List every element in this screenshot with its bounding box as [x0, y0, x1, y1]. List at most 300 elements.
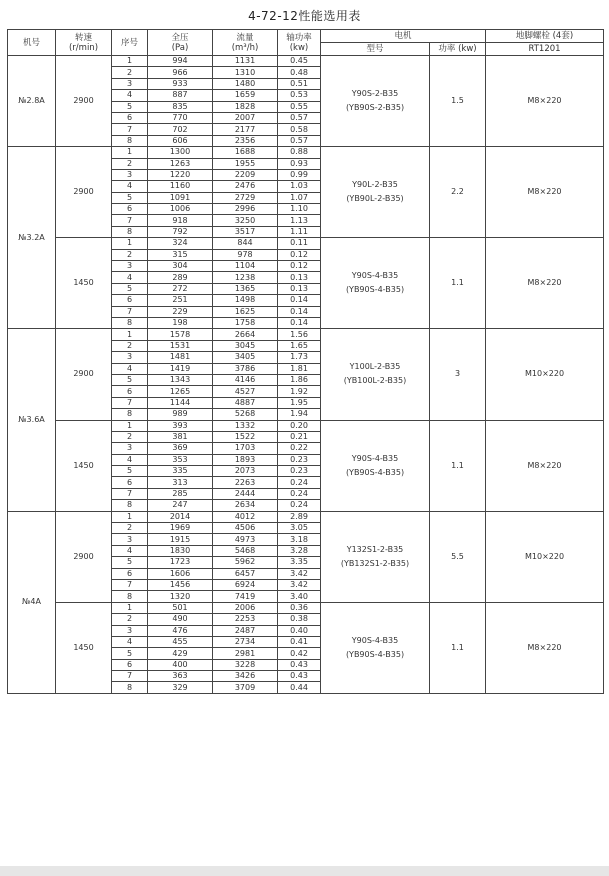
- seq-cell: 6: [112, 295, 148, 306]
- flow-cell: 2664: [213, 329, 278, 340]
- seq-cell: 7: [112, 124, 148, 135]
- pressure-cell: 490: [148, 614, 213, 625]
- pressure-cell: 324: [148, 238, 213, 249]
- flow-cell: 2007: [213, 112, 278, 123]
- pressure-cell: 1456: [148, 579, 213, 590]
- seq-cell: 2: [112, 67, 148, 78]
- flow-cell: 6457: [213, 568, 278, 579]
- speed-cell: 1450: [56, 420, 112, 511]
- flow-cell: 2734: [213, 636, 278, 647]
- table-row: [8, 147, 604, 158]
- pressure-cell: 1263: [148, 158, 213, 169]
- seq-cell: 6: [112, 568, 148, 579]
- shaft-power-cell: 0.51: [278, 78, 321, 89]
- motor-type-alt-label: (YB90L-2-B35): [346, 194, 404, 204]
- seq-cell: 5: [112, 283, 148, 294]
- flow-cell: 3045: [213, 340, 278, 351]
- header-shaft-power: [278, 30, 321, 56]
- header-shaft-power-unit: (kw): [289, 42, 309, 53]
- flow-cell: 2253: [213, 614, 278, 625]
- seq-cell: 7: [112, 671, 148, 682]
- seq-cell: 3: [112, 261, 148, 272]
- seq-cell: 3: [112, 352, 148, 363]
- seq-cell: 2: [112, 523, 148, 534]
- motor-type-label: Y90S-2-B35: [351, 89, 399, 99]
- shaft-power-cell: 2.89: [278, 511, 321, 522]
- shaft-power-cell: 3.05: [278, 523, 321, 534]
- flow-cell: 7419: [213, 591, 278, 602]
- pressure-cell: 304: [148, 261, 213, 272]
- header-bolts: 地脚螺栓 (4套): [486, 30, 604, 43]
- shaft-power-cell: 0.24: [278, 477, 321, 488]
- seq-cell: 1: [112, 56, 148, 67]
- shaft-power-cell: 1.94: [278, 409, 321, 420]
- motor-type-label: Y90S-4-B35: [351, 635, 399, 645]
- flow-cell: 1365: [213, 283, 278, 294]
- speed-cell: 2900: [56, 147, 112, 238]
- flow-cell: 6924: [213, 579, 278, 590]
- pressure-cell: 335: [148, 466, 213, 477]
- seq-cell: 7: [112, 397, 148, 408]
- footer-bar: [0, 866, 609, 876]
- seq-cell: 4: [112, 454, 148, 465]
- shaft-power-cell: 0.99: [278, 169, 321, 180]
- shaft-power-cell: 0.43: [278, 671, 321, 682]
- shaft-power-cell: 3.42: [278, 579, 321, 590]
- bolts-cell: M10×220: [486, 329, 604, 420]
- seq-cell: 2: [112, 340, 148, 351]
- shaft-power-cell: 1.73: [278, 352, 321, 363]
- flow-cell: 2073: [213, 466, 278, 477]
- shaft-power-cell: 0.14: [278, 317, 321, 328]
- flow-cell: 3228: [213, 659, 278, 670]
- motor-type-cell: [321, 238, 430, 329]
- pressure-cell: 835: [148, 101, 213, 112]
- motor-type-alt-label: (YB90S-4-B35): [345, 285, 405, 295]
- header-motor: 电机: [321, 30, 486, 43]
- shaft-power-cell: 1.10: [278, 204, 321, 215]
- motor-power-cell: 1.5: [430, 56, 486, 147]
- seq-cell: 3: [112, 78, 148, 89]
- header-pressure-unit: (Pa): [171, 42, 189, 53]
- table-row: [8, 511, 604, 522]
- header-speed: [56, 30, 112, 56]
- seq-cell: 5: [112, 466, 148, 477]
- seq-cell: 7: [112, 579, 148, 590]
- shaft-power-cell: 1.11: [278, 226, 321, 237]
- pressure-cell: 966: [148, 67, 213, 78]
- header-bolts-code: RT1201: [486, 43, 604, 56]
- pressure-cell: 1160: [148, 181, 213, 192]
- seq-cell: 4: [112, 90, 148, 101]
- shaft-power-cell: 0.23: [278, 466, 321, 477]
- pressure-cell: 251: [148, 295, 213, 306]
- pressure-cell: 1723: [148, 557, 213, 568]
- header-motor-type: 型号: [321, 43, 430, 56]
- shaft-power-cell: 0.55: [278, 101, 321, 112]
- seq-cell: 5: [112, 557, 148, 568]
- seq-cell: 3: [112, 534, 148, 545]
- pressure-cell: 2014: [148, 511, 213, 522]
- seq-cell: 5: [112, 101, 148, 112]
- flow-cell: 1955: [213, 158, 278, 169]
- pressure-cell: 1419: [148, 363, 213, 374]
- flow-cell: 5268: [213, 409, 278, 420]
- flow-cell: 1893: [213, 454, 278, 465]
- motor-type-label: Y90S-4-B35: [351, 453, 399, 463]
- model-cell: №3.2A: [8, 147, 56, 329]
- pressure-cell: 329: [148, 682, 213, 693]
- pressure-cell: 606: [148, 135, 213, 146]
- flow-cell: 844: [213, 238, 278, 249]
- seq-cell: 3: [112, 443, 148, 454]
- motor-type-cell: [321, 147, 430, 238]
- shaft-power-cell: 0.57: [278, 135, 321, 146]
- motor-type-cell: [321, 329, 430, 420]
- flow-cell: 2476: [213, 181, 278, 192]
- seq-cell: 1: [112, 420, 148, 431]
- flow-cell: 2487: [213, 625, 278, 636]
- pressure-cell: 272: [148, 283, 213, 294]
- motor-type-alt-label: (YB100L-2-B35): [343, 376, 407, 386]
- header-shaft-power-label: 轴功率: [286, 32, 312, 43]
- header-pressure: [148, 30, 213, 56]
- flow-cell: 2444: [213, 488, 278, 499]
- pressure-cell: 1220: [148, 169, 213, 180]
- seq-cell: 3: [112, 625, 148, 636]
- pressure-cell: 229: [148, 306, 213, 317]
- flow-cell: 1758: [213, 317, 278, 328]
- shaft-power-cell: 0.93: [278, 158, 321, 169]
- flow-cell: 4012: [213, 511, 278, 522]
- shaft-power-cell: 0.57: [278, 112, 321, 123]
- flow-cell: 1703: [213, 443, 278, 454]
- motor-power-cell: 1.1: [430, 238, 486, 329]
- seq-cell: 4: [112, 181, 148, 192]
- header-motor-power: 功率 (kw): [430, 43, 486, 56]
- seq-cell: 7: [112, 215, 148, 226]
- bolts-cell: M8×220: [486, 420, 604, 511]
- shaft-power-cell: 0.88: [278, 147, 321, 158]
- shaft-power-cell: 1.07: [278, 192, 321, 203]
- bolts-cell: M8×220: [486, 56, 604, 147]
- flow-cell: 3250: [213, 215, 278, 226]
- header-speed-label: 转速: [74, 32, 92, 43]
- table-body: [8, 56, 604, 694]
- flow-cell: 1310: [213, 67, 278, 78]
- seq-cell: 6: [112, 659, 148, 670]
- flow-cell: 2006: [213, 602, 278, 613]
- shaft-power-cell: 3.42: [278, 568, 321, 579]
- motor-type-alt-label: (YB132S1-2-B35): [340, 558, 410, 568]
- pressure-cell: 1481: [148, 352, 213, 363]
- bolts-cell: M8×220: [486, 147, 604, 238]
- pressure-cell: 1343: [148, 374, 213, 385]
- header-flow: [213, 30, 278, 56]
- motor-type-cell: [321, 602, 430, 693]
- pressure-cell: 353: [148, 454, 213, 465]
- speed-cell: 2900: [56, 56, 112, 147]
- pressure-cell: 393: [148, 420, 213, 431]
- shaft-power-cell: 0.22: [278, 443, 321, 454]
- seq-cell: 8: [112, 409, 148, 420]
- page-title: 4-72-12性能选用表: [248, 9, 361, 23]
- pressure-cell: 933: [148, 78, 213, 89]
- seq-cell: 2: [112, 249, 148, 260]
- seq-cell: 8: [112, 500, 148, 511]
- shaft-power-cell: 0.36: [278, 602, 321, 613]
- shaft-power-cell: 0.24: [278, 500, 321, 511]
- table-row: [8, 329, 604, 340]
- flow-cell: 1480: [213, 78, 278, 89]
- seq-cell: 6: [112, 112, 148, 123]
- seq-cell: 2: [112, 431, 148, 442]
- shaft-power-cell: 0.41: [278, 636, 321, 647]
- flow-cell: 1688: [213, 147, 278, 158]
- flow-cell: 4887: [213, 397, 278, 408]
- shaft-power-cell: 0.48: [278, 67, 321, 78]
- header-speed-unit: (r/min): [68, 42, 99, 53]
- flow-cell: 1332: [213, 420, 278, 431]
- pressure-cell: 313: [148, 477, 213, 488]
- pressure-cell: 381: [148, 431, 213, 442]
- seq-cell: 3: [112, 169, 148, 180]
- shaft-power-cell: 0.20: [278, 420, 321, 431]
- motor-type-label: Y100L-2-B35: [349, 362, 401, 372]
- shaft-power-cell: 1.65: [278, 340, 321, 351]
- seq-cell: 6: [112, 477, 148, 488]
- pressure-cell: 1300: [148, 147, 213, 158]
- flow-cell: 5962: [213, 557, 278, 568]
- flow-cell: 1104: [213, 261, 278, 272]
- header-flow-label: 流量: [236, 32, 254, 43]
- seq-cell: 4: [112, 636, 148, 647]
- motor-type-label: Y90L-2-B35: [352, 180, 398, 190]
- motor-type-label: Y132S1-2-B35: [346, 544, 404, 554]
- pressure-cell: 1320: [148, 591, 213, 602]
- bolts-cell: M10×220: [486, 511, 604, 602]
- shaft-power-cell: 1.03: [278, 181, 321, 192]
- table-row: [8, 56, 604, 67]
- flow-cell: 1498: [213, 295, 278, 306]
- seq-cell: 5: [112, 374, 148, 385]
- pressure-cell: 1265: [148, 386, 213, 397]
- pressure-cell: 315: [148, 249, 213, 260]
- pressure-cell: 887: [148, 90, 213, 101]
- flow-cell: 3709: [213, 682, 278, 693]
- speed-cell: 2900: [56, 511, 112, 602]
- header-pressure-label: 全压: [171, 32, 189, 43]
- shaft-power-cell: 0.13: [278, 283, 321, 294]
- flow-cell: 2209: [213, 169, 278, 180]
- header-flow-unit: (m³/h): [231, 42, 259, 53]
- flow-cell: 2263: [213, 477, 278, 488]
- pressure-cell: 476: [148, 625, 213, 636]
- seq-cell: 1: [112, 511, 148, 522]
- shaft-power-cell: 0.21: [278, 431, 321, 442]
- flow-cell: 1625: [213, 306, 278, 317]
- table-row: [8, 420, 604, 431]
- flow-cell: 1828: [213, 101, 278, 112]
- flow-cell: 3517: [213, 226, 278, 237]
- shaft-power-cell: 0.38: [278, 614, 321, 625]
- pressure-cell: 400: [148, 659, 213, 670]
- pressure-cell: 792: [148, 226, 213, 237]
- header-seq: 序号: [112, 30, 148, 56]
- flow-cell: 4973: [213, 534, 278, 545]
- speed-cell: 1450: [56, 602, 112, 693]
- motor-type-alt-label: (YB90S-2-B35): [345, 103, 405, 113]
- flow-cell: 2177: [213, 124, 278, 135]
- shaft-power-cell: 1.92: [278, 386, 321, 397]
- pressure-cell: 1578: [148, 329, 213, 340]
- motor-type-alt-label: (YB90S-4-B35): [345, 467, 405, 477]
- shaft-power-cell: 3.28: [278, 545, 321, 556]
- seq-cell: 1: [112, 329, 148, 340]
- shaft-power-cell: 1.86: [278, 374, 321, 385]
- seq-cell: 7: [112, 488, 148, 499]
- pressure-cell: 1144: [148, 397, 213, 408]
- motor-power-cell: 3: [430, 329, 486, 420]
- shaft-power-cell: 0.58: [278, 124, 321, 135]
- speed-cell: 1450: [56, 238, 112, 329]
- motor-type-cell: [321, 420, 430, 511]
- flow-cell: 1131: [213, 56, 278, 67]
- pressure-cell: 994: [148, 56, 213, 67]
- motor-type-alt-label: (YB90S-4-B35): [345, 649, 405, 659]
- flow-cell: 2729: [213, 192, 278, 203]
- pressure-cell: 455: [148, 636, 213, 647]
- speed-cell: 2900: [56, 329, 112, 420]
- shaft-power-cell: 0.14: [278, 295, 321, 306]
- seq-cell: 7: [112, 306, 148, 317]
- flow-cell: 3426: [213, 671, 278, 682]
- pressure-cell: 429: [148, 648, 213, 659]
- pressure-cell: 989: [148, 409, 213, 420]
- seq-cell: 8: [112, 226, 148, 237]
- model-cell: №4A: [8, 511, 56, 693]
- shaft-power-cell: 0.12: [278, 249, 321, 260]
- motor-power-cell: 1.1: [430, 602, 486, 693]
- pressure-cell: 363: [148, 671, 213, 682]
- motor-power-cell: 1.1: [430, 420, 486, 511]
- model-cell: №2.8A: [8, 56, 56, 147]
- table-row: [8, 238, 604, 249]
- pressure-cell: 1531: [148, 340, 213, 351]
- seq-cell: 5: [112, 648, 148, 659]
- flow-cell: 2634: [213, 500, 278, 511]
- flow-cell: 1238: [213, 272, 278, 283]
- pressure-cell: 1830: [148, 545, 213, 556]
- flow-cell: 4527: [213, 386, 278, 397]
- seq-cell: 1: [112, 238, 148, 249]
- pressure-cell: 918: [148, 215, 213, 226]
- shaft-power-cell: 0.42: [278, 648, 321, 659]
- seq-cell: 8: [112, 591, 148, 602]
- shaft-power-cell: 3.35: [278, 557, 321, 568]
- shaft-power-cell: 0.14: [278, 306, 321, 317]
- seq-cell: 4: [112, 363, 148, 374]
- shaft-power-cell: 1.13: [278, 215, 321, 226]
- seq-cell: 2: [112, 614, 148, 625]
- seq-cell: 8: [112, 135, 148, 146]
- seq-cell: 8: [112, 682, 148, 693]
- flow-cell: 1522: [213, 431, 278, 442]
- shaft-power-cell: 0.40: [278, 625, 321, 636]
- flow-cell: 3786: [213, 363, 278, 374]
- shaft-power-cell: 3.40: [278, 591, 321, 602]
- shaft-power-cell: 0.43: [278, 659, 321, 670]
- pressure-cell: 289: [148, 272, 213, 283]
- shaft-power-cell: 0.11: [278, 238, 321, 249]
- motor-type-label: Y90S-4-B35: [351, 271, 399, 281]
- flow-cell: 1659: [213, 90, 278, 101]
- model-cell: №3.6A: [8, 329, 56, 511]
- bolts-cell: M8×220: [486, 238, 604, 329]
- shaft-power-cell: 0.23: [278, 454, 321, 465]
- shaft-power-cell: 0.24: [278, 488, 321, 499]
- shaft-power-cell: 0.53: [278, 90, 321, 101]
- seq-cell: 5: [112, 192, 148, 203]
- motor-power-cell: 2.2: [430, 147, 486, 238]
- table-row: [8, 602, 604, 613]
- seq-cell: 2: [112, 158, 148, 169]
- flow-cell: 978: [213, 249, 278, 260]
- seq-cell: 4: [112, 272, 148, 283]
- flow-cell: 4146: [213, 374, 278, 385]
- pressure-cell: 1091: [148, 192, 213, 203]
- performance-table: [7, 29, 604, 694]
- pressure-cell: 285: [148, 488, 213, 499]
- seq-cell: 4: [112, 545, 148, 556]
- pressure-cell: 1915: [148, 534, 213, 545]
- shaft-power-cell: 3.18: [278, 534, 321, 545]
- flow-cell: 5468: [213, 545, 278, 556]
- flow-cell: 2356: [213, 135, 278, 146]
- pressure-cell: 702: [148, 124, 213, 135]
- seq-cell: 1: [112, 147, 148, 158]
- pressure-cell: 198: [148, 317, 213, 328]
- shaft-power-cell: 0.13: [278, 272, 321, 283]
- seq-cell: 1: [112, 602, 148, 613]
- flow-cell: 2996: [213, 204, 278, 215]
- seq-cell: 6: [112, 386, 148, 397]
- flow-cell: 4506: [213, 523, 278, 534]
- motor-type-cell: [321, 511, 430, 602]
- header-model: 机号: [8, 30, 56, 56]
- pressure-cell: 1006: [148, 204, 213, 215]
- motor-type-cell: [321, 56, 430, 147]
- shaft-power-cell: 1.81: [278, 363, 321, 374]
- shaft-power-cell: 1.56: [278, 329, 321, 340]
- pressure-cell: 1969: [148, 523, 213, 534]
- shaft-power-cell: 1.95: [278, 397, 321, 408]
- pressure-cell: 247: [148, 500, 213, 511]
- motor-power-cell: 5.5: [430, 511, 486, 602]
- shaft-power-cell: 0.12: [278, 261, 321, 272]
- flow-cell: 2981: [213, 648, 278, 659]
- pressure-cell: 501: [148, 602, 213, 613]
- shaft-power-cell: 0.45: [278, 56, 321, 67]
- shaft-power-cell: 0.44: [278, 682, 321, 693]
- pressure-cell: 369: [148, 443, 213, 454]
- bolts-cell: M8×220: [486, 602, 604, 693]
- pressure-cell: 1606: [148, 568, 213, 579]
- pressure-cell: 770: [148, 112, 213, 123]
- seq-cell: 8: [112, 317, 148, 328]
- flow-cell: 3405: [213, 352, 278, 363]
- seq-cell: 6: [112, 204, 148, 215]
